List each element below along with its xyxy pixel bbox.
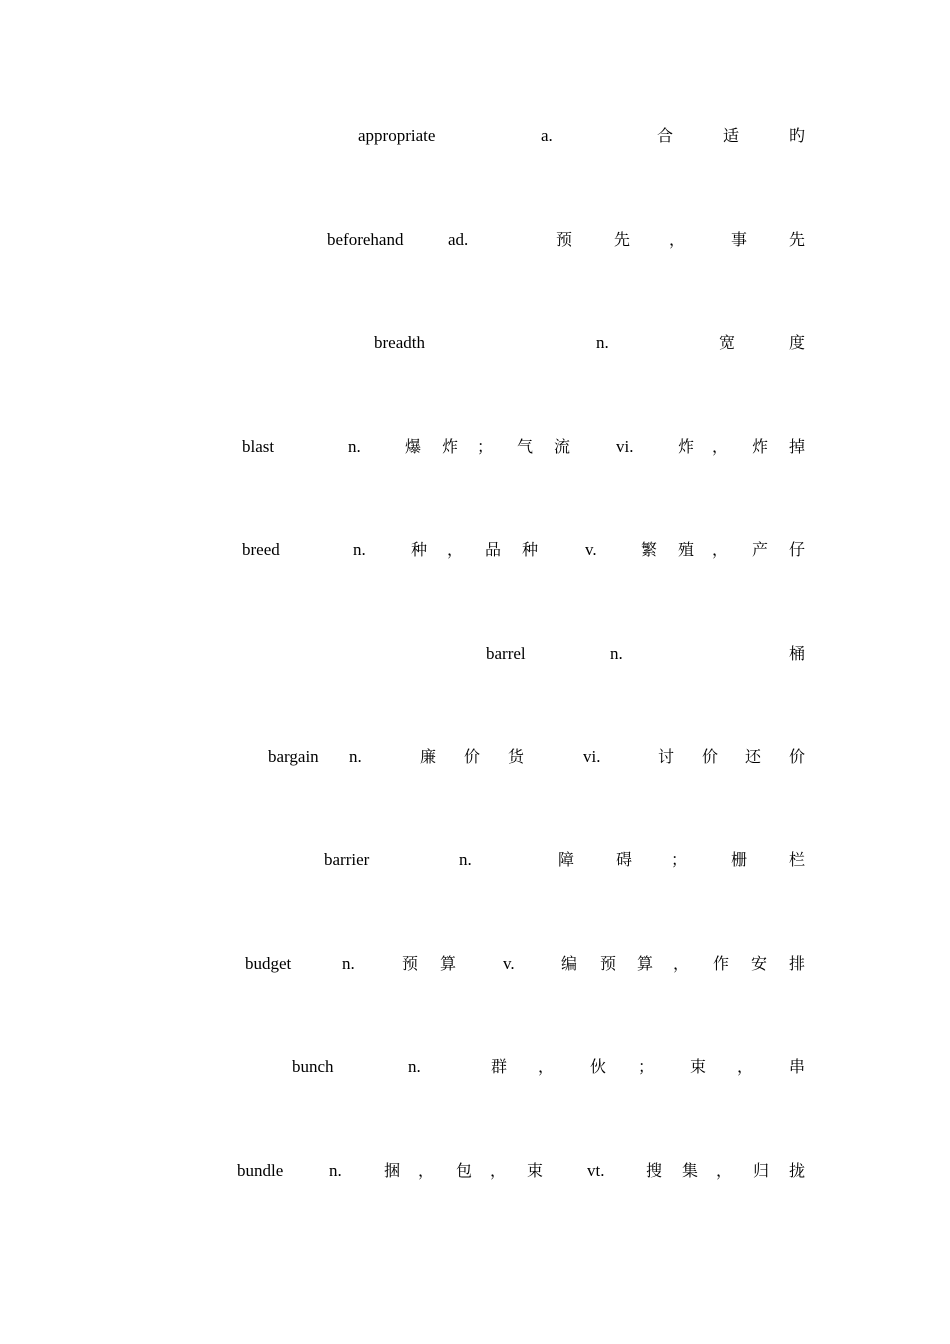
definition-char: 预 (402, 954, 419, 973)
headword: barrel (486, 644, 526, 663)
definition-char: 气 (517, 437, 534, 456)
definition-char: 捆 (384, 1161, 401, 1180)
vocab-entry (0, 1159, 950, 1183)
part-of-speech: n. (329, 1161, 342, 1180)
headword: breadth (374, 333, 425, 352)
definition-char: ； (477, 437, 494, 456)
definition-char: 殖 (678, 540, 695, 559)
definition-char: 货 (508, 747, 525, 766)
definition-char: 预 (556, 230, 573, 249)
vocab-entry (0, 1055, 950, 1079)
vocab-entry (0, 952, 950, 976)
definition-char: 安 (751, 954, 768, 973)
headword: appropriate (358, 126, 436, 145)
part-of-speech: vi. (616, 437, 634, 456)
definition-char: 种 (522, 540, 539, 559)
definition-char: ； (638, 1057, 655, 1076)
part-of-speech: a. (541, 126, 553, 145)
definition-char: 桶 (789, 644, 806, 663)
definition-char: 栏 (789, 850, 806, 869)
definition-char: ， (712, 540, 729, 559)
definition-char: 讨 (658, 747, 675, 766)
definition-char: 掉 (789, 437, 806, 456)
definition-char: 价 (789, 747, 806, 766)
definition-char: 还 (745, 747, 762, 766)
definition-char: 仔 (789, 540, 806, 559)
headword: blast (242, 437, 275, 456)
definition-char: ， (712, 437, 729, 456)
vocab-entry (0, 848, 950, 872)
part-of-speech: n. (342, 954, 355, 973)
definition-char: 价 (702, 747, 719, 766)
definition-char: 碍 (616, 850, 633, 869)
vocab-entry (0, 124, 950, 148)
part-of-speech: n. (610, 644, 623, 663)
headword: breed (242, 540, 280, 559)
definition-char: 事 (731, 230, 748, 249)
vocab-entry (0, 538, 950, 562)
part-of-speech: n. (348, 437, 361, 456)
vocab-entry (0, 745, 950, 769)
definition-char: ， (538, 1057, 555, 1076)
part-of-speech: n. (459, 850, 472, 869)
definition-char: 拢 (789, 1161, 806, 1180)
definition-char: 伙 (590, 1057, 607, 1076)
vocab-entry (0, 435, 950, 459)
definition-char: ， (447, 540, 464, 559)
part-of-speech: n. (408, 1057, 421, 1076)
definition-char: 算 (637, 954, 654, 973)
definition-char: ， (669, 230, 686, 249)
vocab-entry (0, 642, 950, 666)
part-of-speech: n. (353, 540, 366, 559)
part-of-speech: n. (349, 747, 362, 766)
definition-char: 炸 (752, 437, 769, 456)
headword: bargain (268, 747, 319, 766)
headword: beforehand (327, 230, 404, 249)
definition-char: ， (673, 954, 690, 973)
definition-char: 价 (464, 747, 481, 766)
definition-char: 度 (789, 333, 806, 352)
definition-char: 束 (527, 1161, 544, 1180)
definition-char: 排 (789, 954, 806, 973)
definition-char: 爆 (405, 437, 422, 456)
definition-char: 作 (713, 954, 730, 973)
headword: bunch (292, 1057, 334, 1076)
definition-char: 群 (491, 1057, 508, 1076)
definition-char: 搜 (646, 1161, 663, 1180)
definition-char: 旳 (789, 126, 806, 145)
definition-char: 炸 (678, 437, 695, 456)
definition-char: 产 (752, 540, 769, 559)
definition-char: 种 (411, 540, 428, 559)
vocab-entry (0, 228, 950, 252)
definition-char: 先 (789, 230, 806, 249)
definition-char: ， (418, 1161, 435, 1180)
definition-char: 串 (789, 1057, 806, 1076)
definition-char: 适 (723, 126, 740, 145)
headword: budget (245, 954, 292, 973)
part-of-speech: vt. (587, 1161, 605, 1180)
definition-char: 算 (440, 954, 457, 973)
definition-char: 包 (456, 1161, 473, 1180)
vocab-entry (0, 331, 950, 355)
definition-char: ， (716, 1161, 733, 1180)
definition-char: 繁 (641, 540, 658, 559)
definition-char: 先 (614, 230, 631, 249)
definition-char: 品 (485, 540, 502, 559)
definition-char: 炸 (442, 437, 459, 456)
headword: bundle (237, 1161, 284, 1180)
definition-char: 合 (657, 126, 674, 145)
definition-char: 栅 (731, 850, 748, 869)
definition-char: 归 (753, 1161, 770, 1180)
definition-char: ， (490, 1161, 507, 1180)
definition-char: 廉 (420, 747, 437, 766)
part-of-speech: n. (596, 333, 609, 352)
definition-char: ， (737, 1057, 754, 1076)
definition-char: 流 (554, 437, 571, 456)
part-of-speech: vi. (583, 747, 601, 766)
definition-char: 束 (690, 1057, 707, 1076)
part-of-speech: v. (503, 954, 515, 973)
definition-char: 障 (558, 850, 575, 869)
definition-char: 预 (600, 954, 617, 973)
part-of-speech: v. (585, 540, 597, 559)
headword: barrier (324, 850, 370, 869)
definition-char: 宽 (719, 333, 736, 352)
definition-char: ； (671, 850, 688, 869)
definition-char: 集 (682, 1161, 699, 1180)
part-of-speech: ad. (448, 230, 469, 249)
definition-char: 编 (561, 954, 578, 973)
